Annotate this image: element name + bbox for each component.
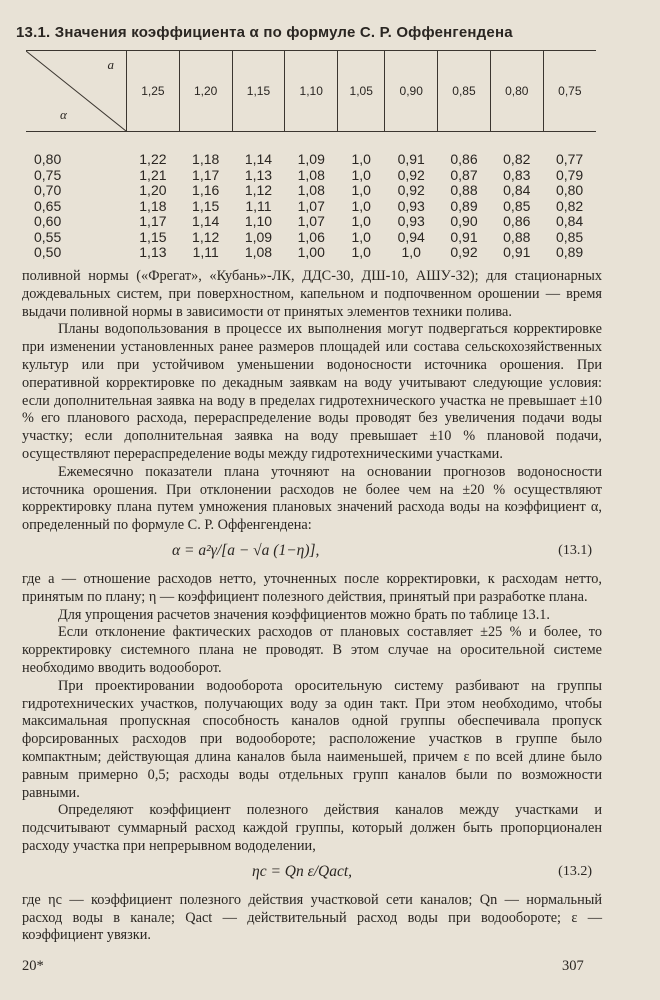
table-cell: 1,08 — [244, 244, 273, 261]
table-cell: 0,85 — [503, 197, 531, 214]
table-body — [26, 132, 596, 261]
row-label-cell: 0,50 — [34, 244, 62, 261]
paragraph: где ηc — коэффициент полезного действия участковой сети каналов; Qn — нормальный расход воды в канале; Qact — действительный расход воды при водообороте; ε — коэффициент увязки. — [22, 891, 602, 944]
row-label-cell: 0,80 — [34, 151, 62, 168]
table-cell: 1,15 — [192, 197, 220, 214]
table-cell: 0,91 — [397, 151, 425, 168]
table-cell: 1,06 — [297, 228, 325, 245]
table-cell: 1,10 — [244, 213, 273, 230]
column-header: 1,10 — [285, 51, 338, 132]
column-header: 1,15 — [232, 51, 285, 132]
table-cell: 1,12 — [192, 228, 220, 245]
table-cell: 1,07 — [297, 197, 325, 214]
table-cell: 0,94 — [397, 228, 425, 245]
column-header: 0,85 — [438, 51, 491, 132]
table-cell: 1,11 — [245, 197, 272, 214]
table-cell: 0,82 — [555, 197, 584, 214]
table-cell: 1,0 — [351, 213, 371, 230]
corner-label-alpha: α — [60, 107, 67, 122]
formula-expression: ηc = Qn ε/Qact, — [252, 862, 353, 880]
table-row — [26, 214, 596, 230]
table-cell: 0,85 — [555, 228, 584, 245]
table-cell: 1,20 — [139, 182, 167, 199]
paragraph: Если отклонение фактических расходов от плановых составляет ±25 % и более, то корректировку системного плана не проводят. В этом случае на оросительной системе необходимо вводить водооборот. — [22, 624, 602, 676]
paragraph: Планы водопользования в процессе их выполнения могут подвергаться корректировке при изменении установленных ранее размеров площадей или состава сельскохозяйственных культур или при устойчивом уменьшении водоносности источника орошения. При оперативной корректировке по декадным заявкам на воду учитывают следующие условия: если дополнительная заявка на воду в пределах гидротехнического участка не превышает ±10 % его планового расхода, перераспределение воды проводят без увеличения подачи воды участку; если дополнительная заявка на воду превышает ±10 % плановой подачи, осуществляют перераспределение воды между гидротехническими участками. — [22, 321, 602, 462]
table-cell: 0,82 — [503, 151, 531, 168]
table-cell: 1,0 — [351, 151, 371, 168]
table-cell: 0,93 — [397, 197, 425, 214]
table-cell: 0,89 — [555, 244, 584, 261]
table-cell: 1,09 — [297, 151, 325, 168]
table-cell: 1,17 — [192, 166, 220, 183]
table-cell: 0,88 — [450, 182, 478, 199]
column-header: 1,25 — [127, 51, 180, 132]
table-cell: 0,86 — [503, 213, 531, 230]
paragraph: Для упрощения расчетов значения коэффициентов можно брать по таблице 13.1. — [58, 606, 550, 623]
table-cell: 1,13 — [139, 244, 167, 261]
paragraph: где a — отношение расходов нетто, уточненных после корректировки, к расходам нетто, принятым по плану; η — коэффициент полезного действия, принятый при разработке плана. — [22, 570, 602, 605]
table-row — [26, 183, 596, 199]
column-header: 1,05 — [338, 51, 385, 132]
table-row — [26, 230, 596, 246]
row-label-cell: 0,70 — [34, 182, 62, 199]
table-row — [26, 245, 596, 261]
paragraph: поливной нормы («Фрегат», «Кубань»-ЛК, ДДС-30, ДШ-10, АШУ-32); для стационарных дождевальных систем, при поверхностном, капельном и подпочвенном орошении — время выдачи поливной нормы в зависимости от принятых элементов техники полива. — [22, 268, 602, 320]
row-label-cell: 0,60 — [34, 213, 62, 230]
column-header: 0,90 — [385, 51, 438, 132]
table-cell: 0,87 — [450, 166, 478, 183]
table-cell: 1,0 — [351, 166, 371, 183]
table-cell: 1,07 — [297, 213, 325, 230]
table-cell: 0,80 — [555, 182, 584, 199]
table-cell: 0,84 — [555, 213, 584, 230]
formula-13-2 — [22, 860, 602, 886]
paragraph: Ежемесячно показатели плана уточняют на основании прогнозов водоносности источника орошения. При отклонении расходов не более чем на ±20 % осуществляют корректировку плана путем умножения плановых значений расхода воды на коэффициент α, определенный по формуле С. Р. Оффенгендена: — [22, 463, 602, 534]
table-cell: 1,18 — [139, 197, 167, 214]
table-cell: 1,14 — [192, 213, 220, 230]
column-header: 0,80 — [490, 51, 543, 132]
table-row — [26, 168, 596, 184]
table-header-row — [26, 51, 596, 132]
row-label-cell: 0,55 — [34, 228, 62, 245]
paragraph: Определяют коэффициент полезного действия каналов между участками и подсчитывают суммарный расход каждой группы, который должен быть пропорционален расходу участка при непрерывном вододелении, — [22, 802, 602, 854]
formula-13-1 — [22, 539, 602, 565]
table-cell: 1,00 — [297, 244, 325, 261]
table-row — [26, 199, 596, 215]
table-cell: 0,84 — [503, 182, 531, 199]
table-cell: 1,08 — [297, 166, 325, 183]
paragraph: При проектировании водооборота оросительную систему разбивают на группы гидротехнических участков, получающих воду за один такт. При этом необходимо, чтобы максимальная пропускная способность каналов одной группы обеспечивала пропуск форсированных расходов при водообороте; расположение участков в группе было компактным; действующая длина каналов была наименьшей, причем ε по всей длине было равным примерно 0,5; расходы воды отдельных групп каналов были по возможности равными. — [22, 677, 602, 801]
table-cell: 1,09 — [244, 228, 273, 245]
table-cell: 1,14 — [244, 151, 273, 168]
formula-expression: α = a²γ/[a − √a (1−η)], — [172, 541, 320, 559]
table-cell: 0,90 — [450, 213, 478, 230]
coefficient-table — [26, 50, 596, 261]
table-cell: 1,21 — [139, 166, 167, 183]
table-cell: 0,92 — [397, 182, 425, 199]
table-cell: 0,88 — [503, 228, 531, 245]
table-cell: 1,17 — [139, 213, 167, 230]
table-cell: 1,0 — [351, 182, 371, 199]
table-cell: 0,86 — [450, 151, 478, 168]
table-row — [26, 132, 596, 168]
table-cell: 1,0 — [351, 228, 371, 245]
table-cell: 1,0 — [351, 197, 371, 214]
table-cell: 0,92 — [450, 244, 478, 261]
row-label-cell: 0,75 — [34, 166, 62, 183]
table-corner-cell — [26, 51, 127, 132]
table-cell: 0,92 — [397, 166, 425, 183]
formula-number: (13.2) — [558, 863, 592, 879]
table-cell: 0,77 — [555, 151, 584, 168]
column-header: 1,20 — [179, 51, 232, 132]
page-number: 307 — [562, 958, 584, 974]
table-cell: 1,18 — [192, 151, 220, 168]
table-cell: 1,13 — [244, 166, 273, 183]
corner-label-a: a — [107, 57, 114, 72]
table-title: 13.1. Значения коэффициента α по формуле С. Р. Оффенгендена — [16, 24, 513, 41]
table-cell: 0,79 — [555, 166, 584, 183]
table-cell: 1,12 — [244, 182, 273, 199]
table-cell: 1,22 — [139, 151, 167, 168]
table-cell: 0,91 — [450, 228, 478, 245]
table-cell: 1,16 — [192, 182, 220, 199]
table-cell: 0,83 — [503, 166, 531, 183]
table-cell: 1,0 — [401, 244, 421, 261]
table-cell: 0,91 — [503, 244, 531, 261]
table-cell: 1,0 — [351, 244, 371, 261]
table-cell: 1,11 — [192, 244, 219, 261]
column-header: 0,75 — [543, 51, 596, 132]
body-text — [22, 268, 602, 945]
table-cell: 0,89 — [450, 197, 478, 214]
printer-signature: 20* — [22, 958, 44, 974]
table-cell: 1,15 — [139, 228, 167, 245]
row-label-cell: 0,65 — [34, 197, 62, 214]
table-cell: 1,08 — [297, 182, 325, 199]
table-cell: 0,93 — [397, 213, 425, 230]
formula-number: (13.1) — [558, 542, 592, 558]
